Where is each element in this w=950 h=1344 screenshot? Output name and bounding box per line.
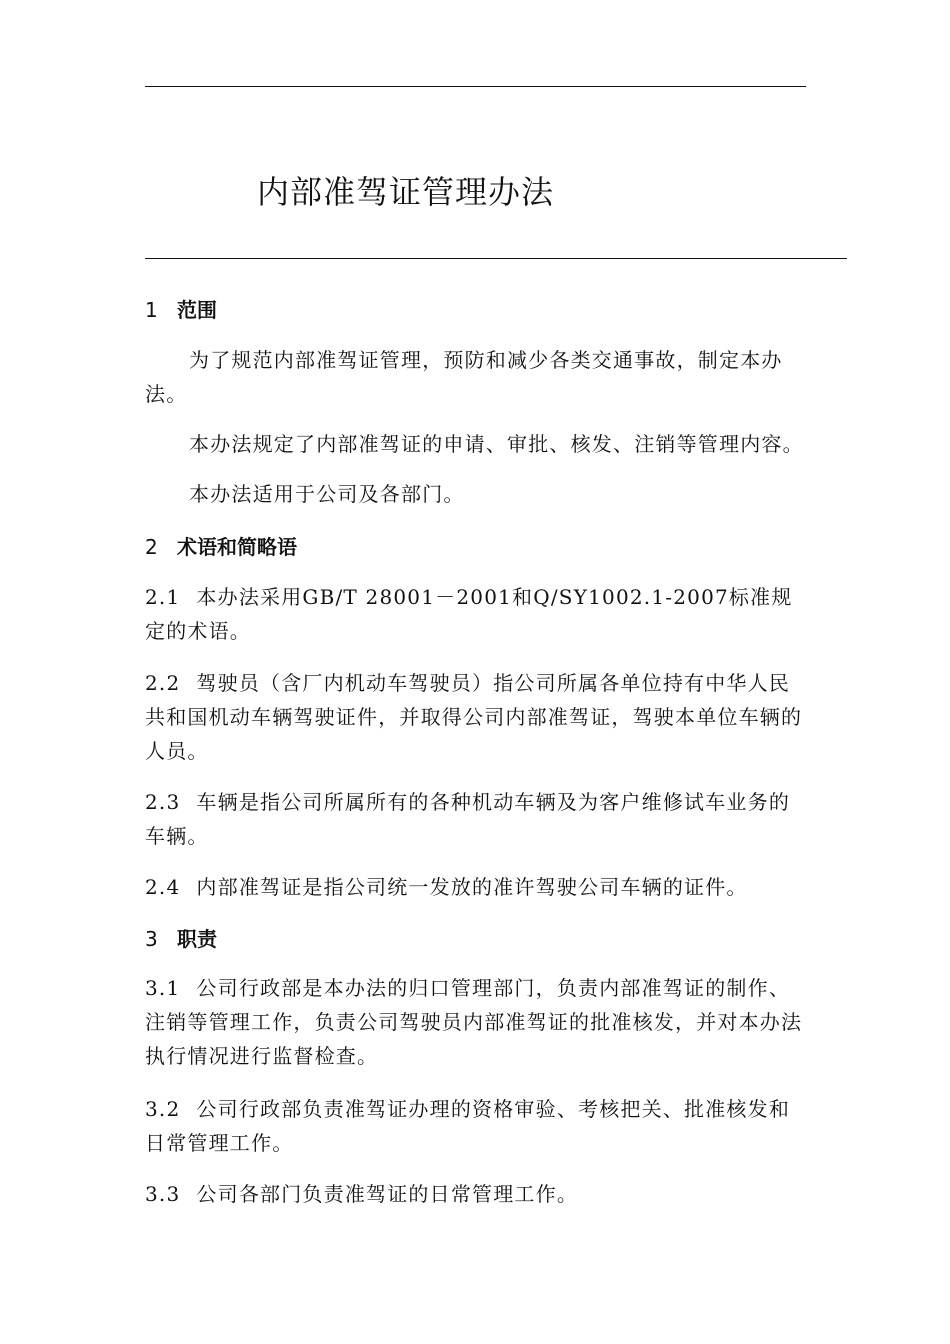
header-rule-bottom	[145, 258, 847, 259]
paragraph-content: 本办法规定了内部准驾证的申请、审批、核发、注销等管理内容。	[189, 432, 804, 456]
section-heading-terms	[145, 533, 297, 561]
clause-number: 3.2	[145, 1097, 181, 1121]
section-heading-responsibilities	[145, 925, 217, 953]
clause-text: 驾驶员（含厂内机动车驾驶员）指公司所属各单位持有中华人民共和国机动车辆驾驶证件，并取得公司内部准驾证，驾驶本单位车辆的人员。	[145, 671, 803, 763]
clause-2-3	[145, 785, 809, 853]
paragraph-applicability: 本办法适用于公司及各部门。	[189, 482, 465, 506]
clause-number: 2.2	[145, 671, 181, 695]
clause-text: 公司各部门负责准驾证的日常管理工作。	[196, 1182, 579, 1206]
section-title: 职责	[177, 927, 217, 951]
clause-text: 本办法采用GB/T 28001－2001和Q/SY1002.1-2007标准规定的术语。	[145, 585, 793, 643]
clause-text: 公司行政部是本办法的归口管理部门，负责内部准驾证的制作、注销等管理工作，负责公司驾驶员内部准驾证的批准核发，并对本办法执行情况进行监督检查。	[145, 976, 803, 1068]
clause-text: 车辆是指公司所属所有的各种机动车辆及为客户维修试车业务的车辆。	[145, 790, 791, 848]
section-number: 1	[145, 298, 158, 322]
clause-number: 3.3	[145, 1182, 181, 1206]
paragraph-purpose: 为了规范内部准驾证管理，预防和减少各类交通事故，制定本办法。	[145, 348, 783, 406]
clause-2-4	[145, 870, 809, 904]
clause-number: 2.1	[145, 585, 181, 609]
section-title: 范围	[177, 298, 217, 322]
section-title: 术语和简略语	[177, 535, 297, 559]
section-number: 2	[145, 535, 158, 559]
document-title: 内部准驾证管理办法	[257, 173, 555, 211]
clause-number: 3.1	[145, 976, 181, 1000]
clause-3-2	[145, 1092, 809, 1160]
header-rule-top	[145, 86, 806, 87]
clause-2-1	[145, 580, 809, 648]
clause-text: 内部准驾证是指公司统一发放的准许驾驶公司车辆的证件。	[196, 875, 748, 899]
clause-number: 2.4	[145, 875, 181, 899]
clause-2-2	[145, 666, 809, 768]
clause-3-1	[145, 971, 809, 1073]
clause-3-3	[145, 1177, 809, 1211]
section-heading-scope	[145, 296, 217, 324]
clause-number: 2.3	[145, 790, 181, 814]
section-number: 3	[145, 927, 158, 951]
clause-text: 公司行政部负责准驾证办理的资格审验、考核把关、批准核发和日常管理工作。	[145, 1097, 791, 1155]
